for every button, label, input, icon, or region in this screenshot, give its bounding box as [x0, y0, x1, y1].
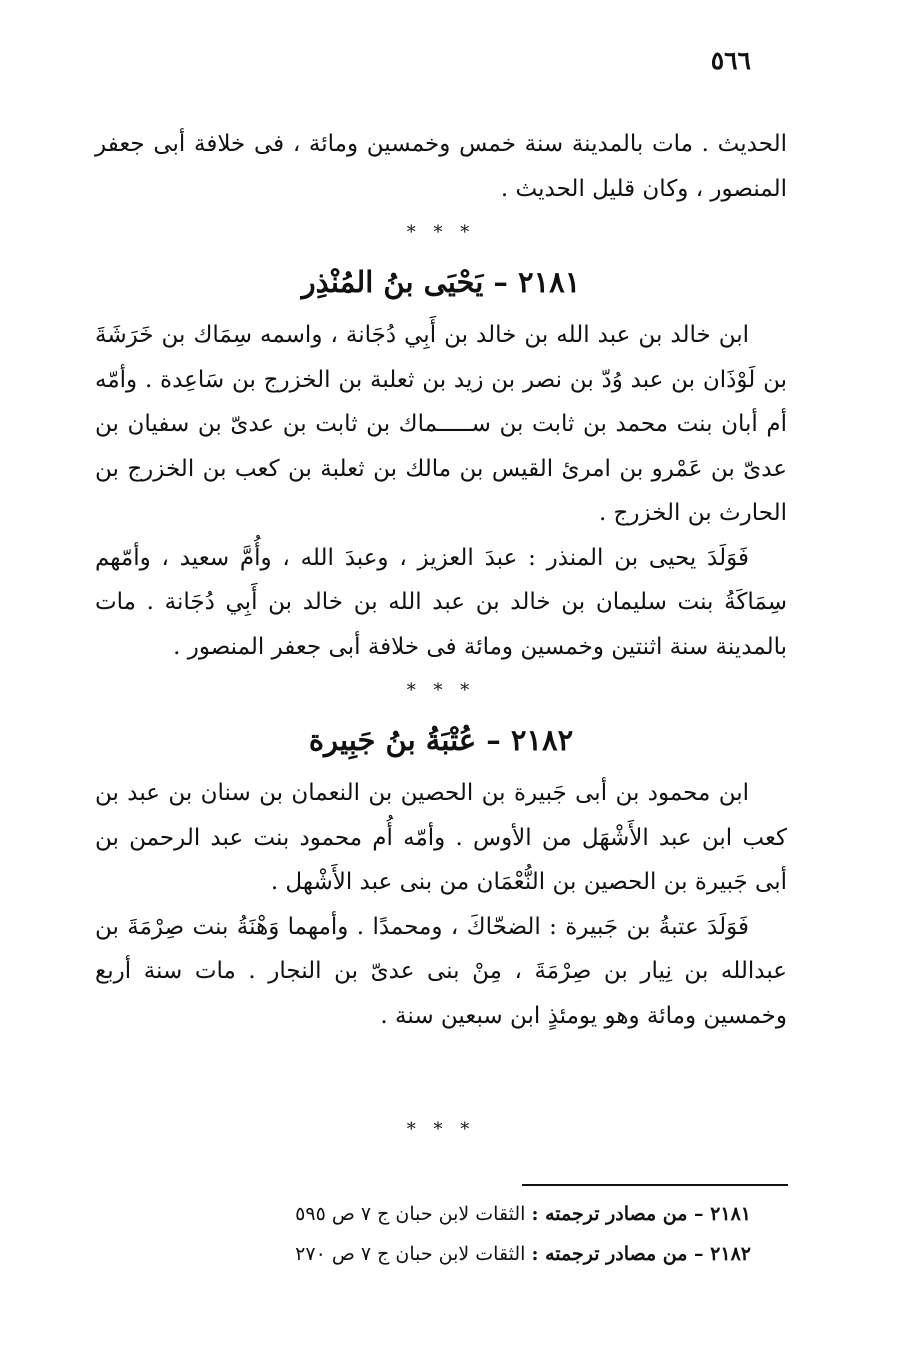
footnote-text: الثقات لابن حبان ج ٧ ص ٥٩٥: [295, 1203, 526, 1225]
entry-heading-2181: ٢١٨١ – يَحْيَى بنُ المُنْذِر: [301, 265, 581, 299]
entry-2181-children-paragraph: فَوَلَدَ يحيى بن المنذر : عبدَ العزيز ، وعبدَ الله ، وأُمَّ سعيد ، وأمّهم سِمَاكَةُ بنت سليمان بن خالد بن عبد الله بن خالد بن أَبِي دُجَانة . مات بالمدينة سنة اثنتين وخمسين ومائة فى خلافة أبى جعفر المنصور .: [95, 544, 787, 660]
footnote-2181: [231, 1194, 751, 1234]
footnote-text: الثقات لابن حبان ج ٧ ص ٢٧٠: [295, 1243, 526, 1265]
entry-2181-lineage-paragraph: ابن خالد بن عبد الله بن خالد بن أَبِي دُجَانة ، واسمه سِمَاك بن خَرَشَةَ بن لَوْذَان بن عبد وُدّ بن نصر بن زيد بن ثعلبة بن الخزرج بن سَاعِدة . وأمّه أم أبان بنت محمد بن ثابت بن ســـــماك بن ثابت بن عدىّ بن سفيان بن عدىّ بن عَمْرو بن امرئ القيس بن مالك بن ثعلبة بن كعب بن الخزرج بن الحارث بن الخزرج .: [95, 322, 787, 526]
footnote-rule: [522, 1184, 788, 1186]
section-separator: * * *: [406, 1119, 476, 1140]
intro-paragraph: الحديث . مات بالمدينة سنة خمس وخمسين ومائة ، فى خلافة أبى جعفر المنصور ، وكان قليل الحديث .: [95, 131, 787, 202]
entry-2182-lineage-paragraph: ابن محمود بن أبى جَبيرة بن الحصين بن النعمان بن سنان بن عبد بن كعب ابن عبد الأَشْهَل من الأوس . وأمّه أُم محمود بنت عبد الرحمن بن أبى جَبيرة بن الحصين بن النُّعْمَان من بنى عبد الأَشْهل .: [95, 780, 787, 895]
section-separator: * * *: [406, 222, 476, 243]
footnote-2182: [231, 1234, 751, 1274]
page-body: [95, 122, 787, 1150]
footnote-label: ٢١٨٢ – من مصادر ترجمته :: [531, 1243, 751, 1265]
entry-heading-2182: ٢١٨٢ – عُتْبَةُ بنُ جَبِيرة: [308, 723, 574, 757]
section-separator: * * *: [406, 680, 476, 701]
footnote-label: ٢١٨١ – من مصادر ترجمته :: [531, 1203, 751, 1225]
footnotes: [231, 1194, 751, 1274]
page-number: ٥٦٦: [710, 46, 751, 75]
entry-2182-children-paragraph: فَوَلَدَ عتبةُ بن جَبيرة : الضحّاكَ ، ومحمدًا . وأمهما وَهْنَةُ بنت صِرْمَةَ بن عبدالله بن نِيار بن صِرْمَةَ ، مِنْ بنى عدىّ بن النجار . مات سنة أربع وخمسين ومائة وهو يومئذٍ ابن سبعين سنة .: [95, 913, 787, 1029]
